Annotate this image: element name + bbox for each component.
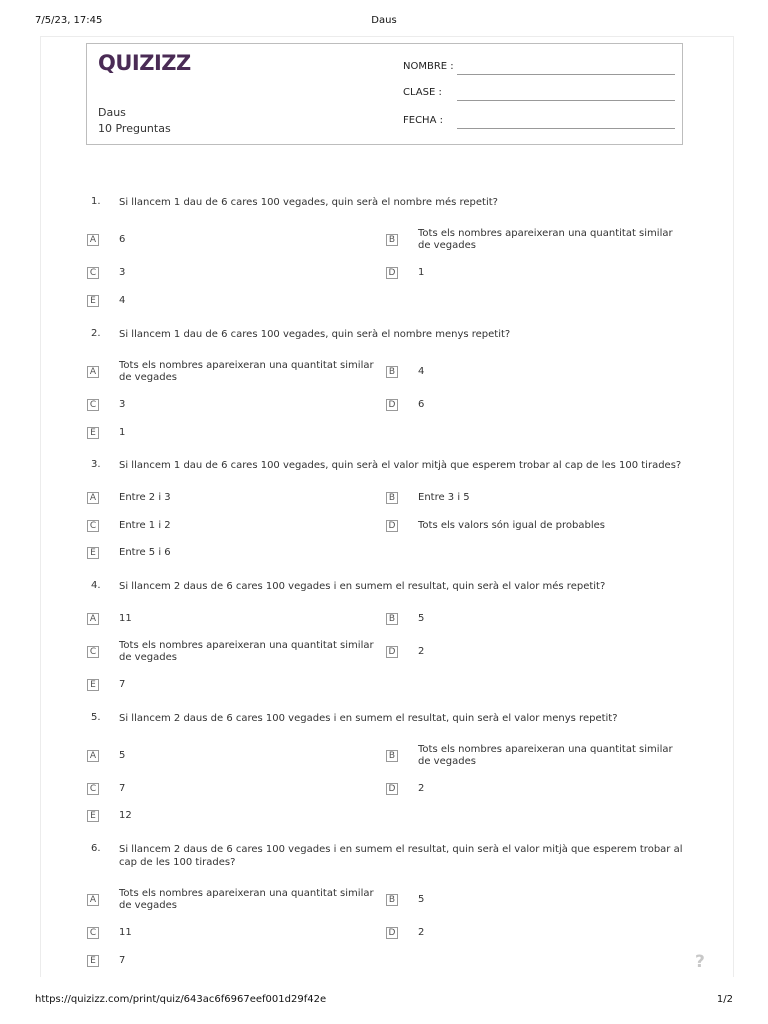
option-letter: E <box>87 955 99 967</box>
option-letter: E <box>87 679 99 691</box>
option-text: 6 <box>418 399 425 410</box>
option-text: Tots els nombres apareixeran una quantitat similar de vegades <box>119 640 374 663</box>
option-letter: E <box>87 810 99 822</box>
option-text: 1 <box>418 267 425 278</box>
option-text: 5 <box>418 894 425 905</box>
option-letter: A <box>87 613 99 625</box>
question-text: Si llancem 2 daus de 6 cares 100 vegades i en sumem el resultat, quin serà el valor menys repetit? <box>119 713 618 724</box>
option-letter: B <box>386 492 398 504</box>
option-text: Tots els nombres apareixeran una quantitat similar de vegades <box>119 360 374 383</box>
option-letter: B <box>386 613 398 625</box>
option-text: 2 <box>418 927 425 938</box>
option-letter: D <box>386 646 398 658</box>
option-letter: D <box>386 267 398 279</box>
name-field <box>403 61 454 72</box>
option-letter: B <box>386 366 398 378</box>
class-label: CLASE : <box>403 87 442 98</box>
option-letter: E <box>87 547 99 559</box>
option-text: Entre 5 i 6 <box>119 547 171 558</box>
print-footer <box>35 994 733 1008</box>
option-text: 12 <box>119 810 132 821</box>
option-text: 7 <box>119 679 126 690</box>
option-text: 4 <box>418 366 425 377</box>
question-text: Si llancem 1 dau de 6 cares 100 vegades, quin serà el nombre més repetit? <box>119 197 498 208</box>
option-text: 5 <box>418 613 425 624</box>
option-letter: D <box>386 399 398 411</box>
option-text: 3 <box>119 267 126 278</box>
option-text: 5 <box>119 750 126 761</box>
option-text: 6 <box>119 234 126 245</box>
option-text: Entre 2 i 3 <box>119 492 171 503</box>
name-label: NOMBRE : <box>403 61 454 72</box>
option-letter: C <box>87 783 99 795</box>
option-letter: C <box>87 646 99 658</box>
option-letter: A <box>87 750 99 762</box>
question-number: 6. <box>91 843 101 854</box>
option-text: 2 <box>418 646 425 657</box>
option-letter: C <box>87 267 99 279</box>
page-number: 1/2 <box>716 994 733 1005</box>
question-text: Si llancem 1 dau de 6 cares 100 vegades, quin serà el nombre menys repetit? <box>119 329 511 340</box>
option-letter: D <box>386 520 398 532</box>
print-title: Daus <box>371 15 397 26</box>
print-url: https://quizizz.com/print/quiz/643ac6f6967eef001d29f42e <box>35 994 327 1005</box>
date-line <box>457 127 675 129</box>
option-letter: B <box>386 234 398 246</box>
option-text: 3 <box>119 399 126 410</box>
option-text: Entre 1 i 2 <box>119 520 171 531</box>
option-text: Tots els nombres apareixeran una quantitat similar de vegades <box>418 228 673 251</box>
print-header <box>35 15 733 29</box>
option-letter: A <box>87 894 99 906</box>
date-field <box>403 115 443 126</box>
option-text: Entre 3 i 5 <box>418 492 470 503</box>
worksheet-header <box>86 43 683 145</box>
option-letter: C <box>87 927 99 939</box>
question-number: 4. <box>91 580 101 591</box>
option-text: 11 <box>119 613 132 624</box>
option-text: 2 <box>418 783 425 794</box>
option-text: 7 <box>119 783 126 794</box>
option-text: 11 <box>119 927 132 938</box>
option-letter: B <box>386 750 398 762</box>
option-text: Tots els valors són igual de probables <box>418 520 605 531</box>
option-text: 4 <box>119 295 126 306</box>
page-frame <box>40 36 734 977</box>
option-letter: B <box>386 894 398 906</box>
quiz-name: Daus <box>98 106 126 119</box>
option-letter: A <box>87 234 99 246</box>
option-text: 1 <box>119 427 126 438</box>
option-letter: A <box>87 492 99 504</box>
question-text: Si llancem 2 daus de 6 cares 100 vegades i en sumem el resultat, quin serà el valor més repetit? <box>119 581 606 592</box>
question-count: 10 Preguntas <box>98 122 171 135</box>
option-letter: D <box>386 927 398 939</box>
print-date: 7/5/23, 17:45 <box>35 15 103 26</box>
option-letter: E <box>87 295 99 307</box>
help-icon[interactable]: ? <box>695 952 705 972</box>
option-text: 7 <box>119 955 126 966</box>
class-field <box>403 87 442 98</box>
class-line <box>457 99 675 101</box>
question-text: Si llancem 2 daus de 6 cares 100 vegades i en sumem el resultat, quin serà el valor mitjà que esperem trobar al cap de les 100 tirades? <box>119 844 683 868</box>
question-number: 3. <box>91 459 101 470</box>
option-letter: C <box>87 399 99 411</box>
option-letter: D <box>386 783 398 795</box>
question-number: 1. <box>91 196 101 207</box>
question-text: Si llancem 1 dau de 6 cares 100 vegades, quin serà el valor mitjà que esperem trobar al cap de les 100 tirades? <box>119 460 682 471</box>
question-number: 5. <box>91 712 101 723</box>
quizizz-logo: QUIZIZZ <box>98 51 191 75</box>
option-text: Tots els nombres apareixeran una quantitat similar de vegades <box>119 888 374 911</box>
option-letter: E <box>87 427 99 439</box>
name-line <box>457 73 675 75</box>
option-letter: C <box>87 520 99 532</box>
option-text: Tots els nombres apareixeran una quantitat similar de vegades <box>418 744 673 767</box>
date-label: FECHA : <box>403 115 443 126</box>
question-number: 2. <box>91 328 101 339</box>
option-letter: A <box>87 366 99 378</box>
